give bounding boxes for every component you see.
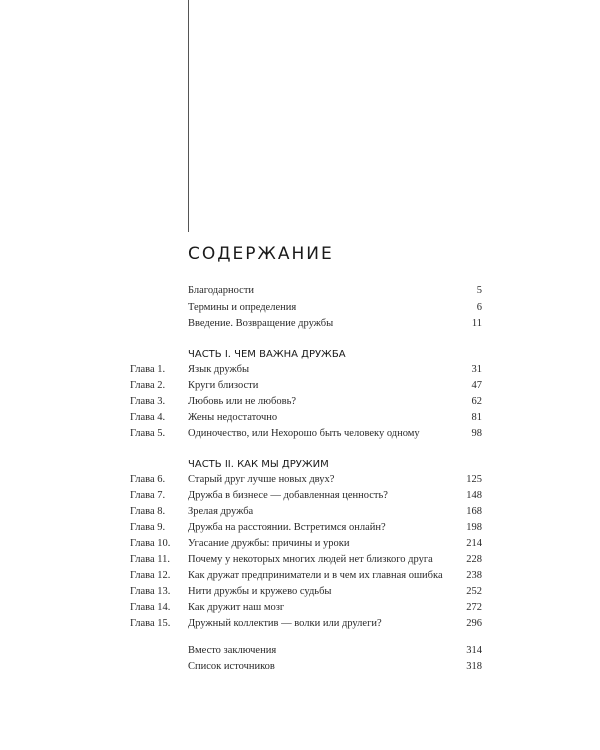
entry-title: Термины и определения [188,302,297,313]
toc-chapter[interactable] [0,504,600,520]
chapter-page: 272 [466,602,482,613]
toc-chapter[interactable] [0,536,600,552]
chapter-page: 47 [471,380,482,391]
toc-chapter[interactable] [0,568,600,584]
entry-title: Список источников [188,661,275,672]
chapter-page: 98 [471,428,482,439]
chapter-title: Почему у некоторых многих людей нет близкого друга [188,554,433,565]
chapter-page: 62 [471,396,482,407]
chapter-title: Дружный коллектив — волки или друлеги? [188,618,382,629]
toc-entry[interactable] [0,300,600,316]
page-title: СОДЕРЖАНИЕ [188,244,334,264]
toc-chapter[interactable] [0,552,600,568]
chapter-title: Угасание дружбы: причины и уроки [188,538,350,549]
toc-chapter[interactable] [0,520,600,536]
chapter-page: 228 [466,554,482,565]
chapter-label: Глава 7. [130,490,166,501]
chapter-label: Глава 12. [130,570,171,581]
toc-entry[interactable] [0,643,600,659]
chapter-label: Глава 6. [130,474,166,485]
chapter-label: Глава 3. [130,396,166,407]
chapter-page: 198 [466,522,482,533]
toc-entry[interactable] [0,316,600,332]
chapter-page: 31 [471,364,482,375]
toc-entry[interactable] [0,283,600,299]
toc-chapter[interactable] [0,600,600,616]
toc-entry[interactable] [0,659,600,675]
entry-page: 5 [476,285,482,296]
chapter-title: Нити дружбы и кружево судьбы [188,586,332,597]
entry-page: 11 [471,318,482,329]
chapter-title: Старый друг лучше новых двух? [188,474,335,485]
chapter-title: Дружба в бизнесе — добавленная ценность? [188,490,388,501]
chapter-title: Одиночество, или Нехорошо быть человеку одному [188,428,420,439]
chapter-label: Глава 11. [130,554,171,565]
chapter-title: Любовь или не любовь? [188,396,297,407]
chapter-page: 214 [466,538,482,549]
chapter-page: 81 [471,412,482,423]
chapter-label: Глава 2. [130,380,166,391]
chapter-label: Глава 13. [130,586,171,597]
toc-chapter[interactable] [0,616,600,632]
chapter-label: Глава 1. [130,364,166,375]
chapter-page: 168 [466,506,482,517]
chapter-title: Как дружит наш мозг [188,602,285,613]
chapter-page: 125 [466,474,482,485]
chapter-label: Глава 4. [130,412,166,423]
toc-chapter[interactable] [0,378,600,394]
chapter-title: Жены недостаточно [188,412,278,423]
entry-title: Введение. Возвращение дружбы [188,318,334,329]
entry-title: Вместо заключения [188,645,277,656]
chapter-title: Как дружат предприниматели и в чем их главная ошибка [188,570,443,581]
part-heading-2[interactable]: ЧАСТЬ II. КАК МЫ ДРУЖИМ [188,459,329,470]
entry-title: Благодарности [188,285,255,296]
toc-chapter[interactable] [0,410,600,426]
toc-chapter[interactable] [0,394,600,410]
vertical-rule [188,0,189,232]
toc-chapter[interactable] [0,362,600,378]
toc-chapter[interactable] [0,426,600,442]
chapter-label: Глава 8. [130,506,166,517]
entry-page: 6 [476,302,482,313]
chapter-title: Круги близости [188,380,259,391]
chapter-page: 296 [466,618,482,629]
chapter-title: Дружба на расстоянии. Встретимся онлайн? [188,522,386,533]
chapter-label: Глава 10. [130,538,171,549]
chapter-title: Язык дружбы [188,364,250,375]
entry-page: 314 [466,645,482,656]
chapter-label: Глава 15. [130,618,171,629]
chapter-label: Глава 5. [130,428,166,439]
chapter-title: Зрелая дружба [188,506,254,517]
chapter-label: Глава 9. [130,522,166,533]
chapter-page: 148 [466,490,482,501]
chapter-page: 238 [466,570,482,581]
toc-chapter[interactable] [0,584,600,600]
entry-page: 318 [466,661,482,672]
chapter-page: 252 [466,586,482,597]
chapter-label: Глава 14. [130,602,171,613]
part-heading-1[interactable]: ЧАСТЬ I. ЧЕМ ВАЖНА ДРУЖБА [188,349,346,360]
toc-chapter[interactable] [0,488,600,504]
toc-chapter[interactable] [0,472,600,488]
